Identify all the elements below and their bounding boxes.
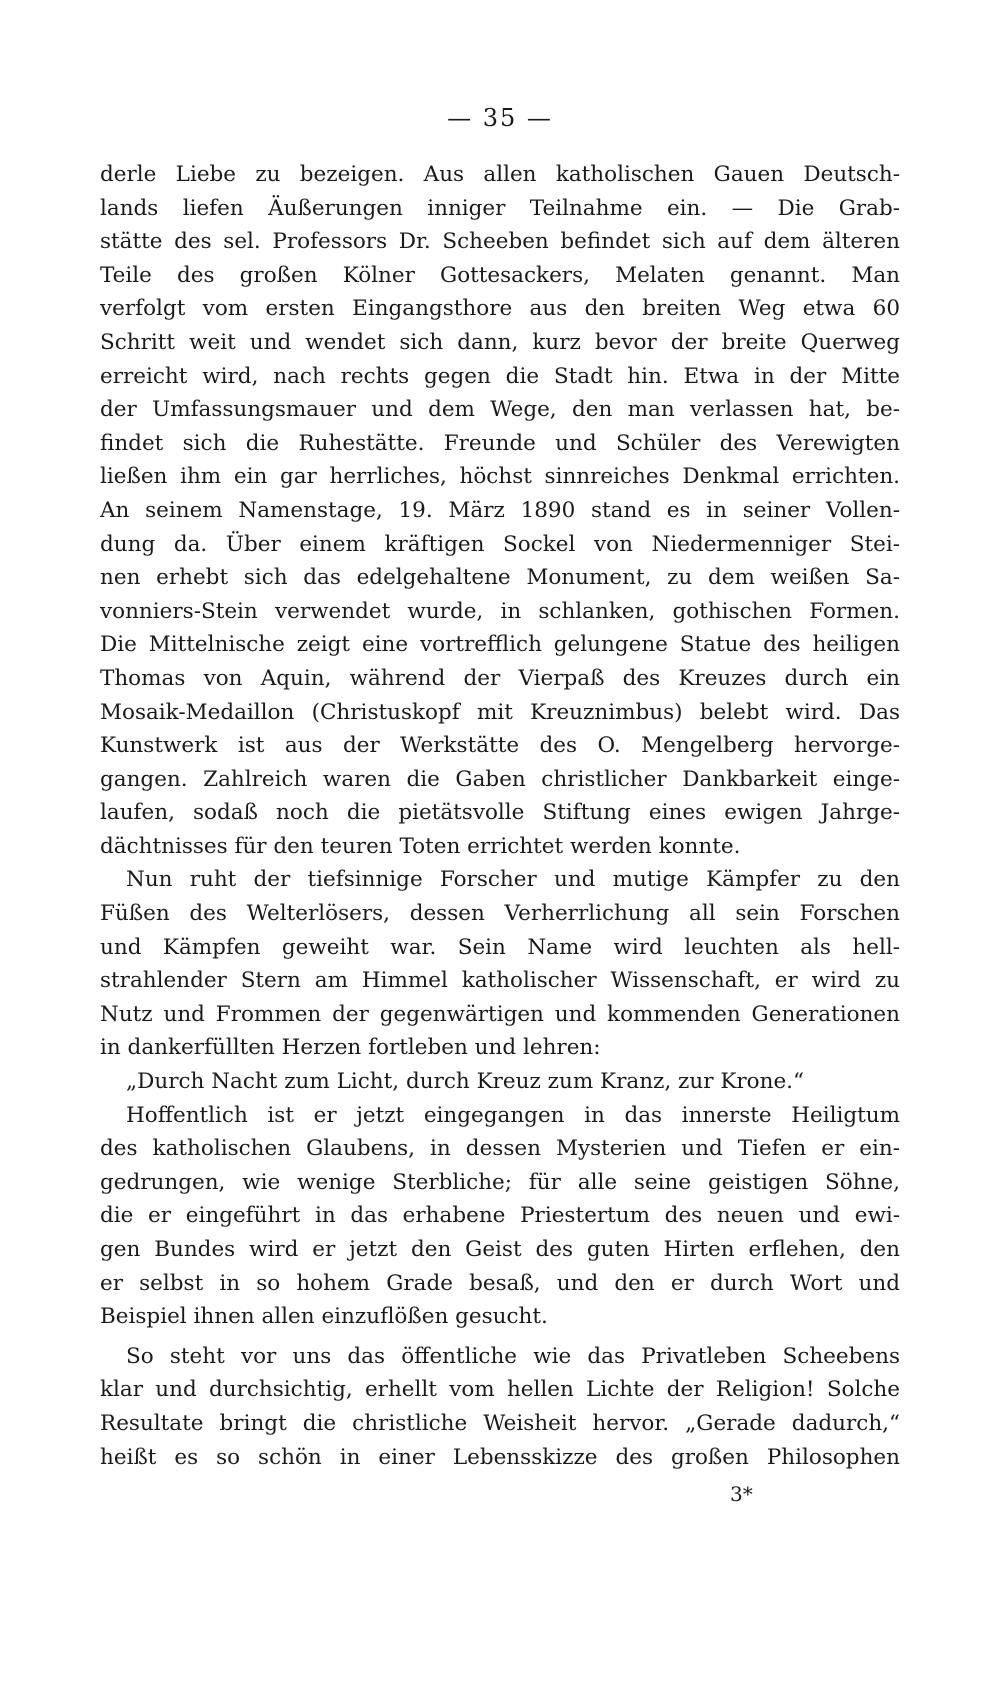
text-line: Teile des großen Kölner Gottesackers, Melaten genannt. Man xyxy=(100,262,900,288)
text-line: vonniers-Stein verwendet wurde, in schlanken, gothischen Formen. xyxy=(100,598,900,624)
text-line: Füßen des Welterlösers, dessen Verherrlichung all sein Forschen xyxy=(100,901,900,927)
text-line: gangen. Zahlreich waren die Gaben christlicher Dankbarkeit einge- xyxy=(100,766,900,792)
paragraph xyxy=(100,863,900,1065)
text-line: nen erhebt sich das edelgehaltene Monument, zu dem weißen Sa- xyxy=(100,565,900,591)
text-line: stätte des sel. Professors Dr. Scheeben befindet sich auf dem älteren xyxy=(100,229,900,255)
text-line: So steht vor uns das öffentliche wie das Privatleben Scheebens xyxy=(126,1343,900,1369)
page-number: — 35 — xyxy=(447,104,553,132)
text-line: Schritt weit und wendet sich dann, kurz bevor der breite Querweg xyxy=(100,329,900,355)
signature-mark: 3* xyxy=(730,1482,753,1506)
quote-line: „Durch Nacht zum Licht, durch Kreuz zum Kranz, zur Krone.“ xyxy=(126,1069,805,1095)
text-line: strahlender Stern am Himmel katholischer Wissenschaft, er wird zu xyxy=(100,968,900,994)
text-line: Nutz und Frommen der gegenwärtigen und kommenden Generationen xyxy=(100,1001,900,1027)
text-line: in dankerfüllten Herzen fortleben und lehren: xyxy=(100,1035,601,1061)
body-text xyxy=(100,158,900,1474)
text-line: dächtnisses für den teuren Toten errichtet werden konnte. xyxy=(100,833,741,859)
text-line: ließen ihm ein gar herrliches, höchst sinnreiches Denkmal errichten. xyxy=(100,464,900,490)
text-line: findet sich die Ruhestätte. Freunde und Schüler des Verewigten xyxy=(100,430,900,456)
quote xyxy=(100,1065,900,1099)
text-line: Hoffentlich ist er jetzt eingegangen in das innerste Heiligtum xyxy=(126,1102,900,1128)
text-line: er selbst in so hohem Grade besaß, und den er durch Wort und xyxy=(100,1270,900,1296)
text-line: Beispiel ihnen allen einzuflößen gesucht. xyxy=(100,1304,548,1330)
text-line: der Umfassungsmauer und dem Wege, den man verlassen hat, be- xyxy=(100,397,900,423)
text-line: dung da. Über einem kräftigen Sockel von Niedermenniger Stei- xyxy=(100,531,900,557)
paragraph xyxy=(100,1099,900,1334)
text-line: lands liefen Äußerungen inniger Teilnahme ein. — Die Grab- xyxy=(100,195,900,221)
text-line: gen Bundes wird er jetzt den Geist des guten Hirten erflehen, den xyxy=(100,1237,900,1262)
text-line: An seinem Namenstage, 19. März 1890 stand es in seiner Vollen- xyxy=(100,497,900,523)
text-line: die er eingeführt in das erhabene Priestertum des neuen und ewi- xyxy=(100,1203,900,1229)
text-line: des katholischen Glaubens, in dessen Mysterien und Tiefen er ein- xyxy=(100,1136,900,1162)
text-line: Mosaik-Medaillon (Christuskopf mit Kreuznimbus) belebt wird. Das xyxy=(100,699,900,725)
paragraph xyxy=(100,1340,900,1474)
text-line: laufen, sodaß noch die pietätsvolle Stiftung eines ewigen Jahrge- xyxy=(100,800,900,826)
text-line: und Kämpfen geweiht war. Sein Name wird leuchten als hell- xyxy=(100,934,900,960)
text-line: Thomas von Aquin, während der Vierpaß des Kreuzes durch ein xyxy=(100,665,900,691)
text-line: Resultate bringt die christliche Weisheit hervor. „Gerade dadurch,“ xyxy=(100,1410,900,1436)
text-line: verfolgt vom ersten Eingangsthore aus den breiten Weg etwa 60 xyxy=(100,296,900,322)
text-line: erreicht wird, nach rechts gegen die Stadt hin. Etwa in der Mitte xyxy=(100,363,900,389)
text-line: klar und durchsichtig, erhellt vom hellen Lichte der Religion! Solche xyxy=(100,1377,900,1403)
text-line: gedrungen, wie wenige Sterbliche; für alle seine geistigen Söhne, xyxy=(100,1169,900,1195)
text-line: Die Mittelnische zeigt eine vortrefflich gelungene Statue des heiligen xyxy=(100,632,900,658)
text-line: derle Liebe zu bezeigen. Aus allen katholischen Gauen Deutsch- xyxy=(100,162,900,187)
text-line: Kunstwerk ist aus der Werkstätte des O. Mengelberg hervorge- xyxy=(100,733,900,759)
text-line: heißt es so schön in einer Lebensskizze des großen Philosophen xyxy=(100,1444,900,1470)
paragraph xyxy=(100,158,900,863)
text-line: Nun ruht der tiefsinnige Forscher und mutige Kämpfer zu den xyxy=(126,867,900,893)
